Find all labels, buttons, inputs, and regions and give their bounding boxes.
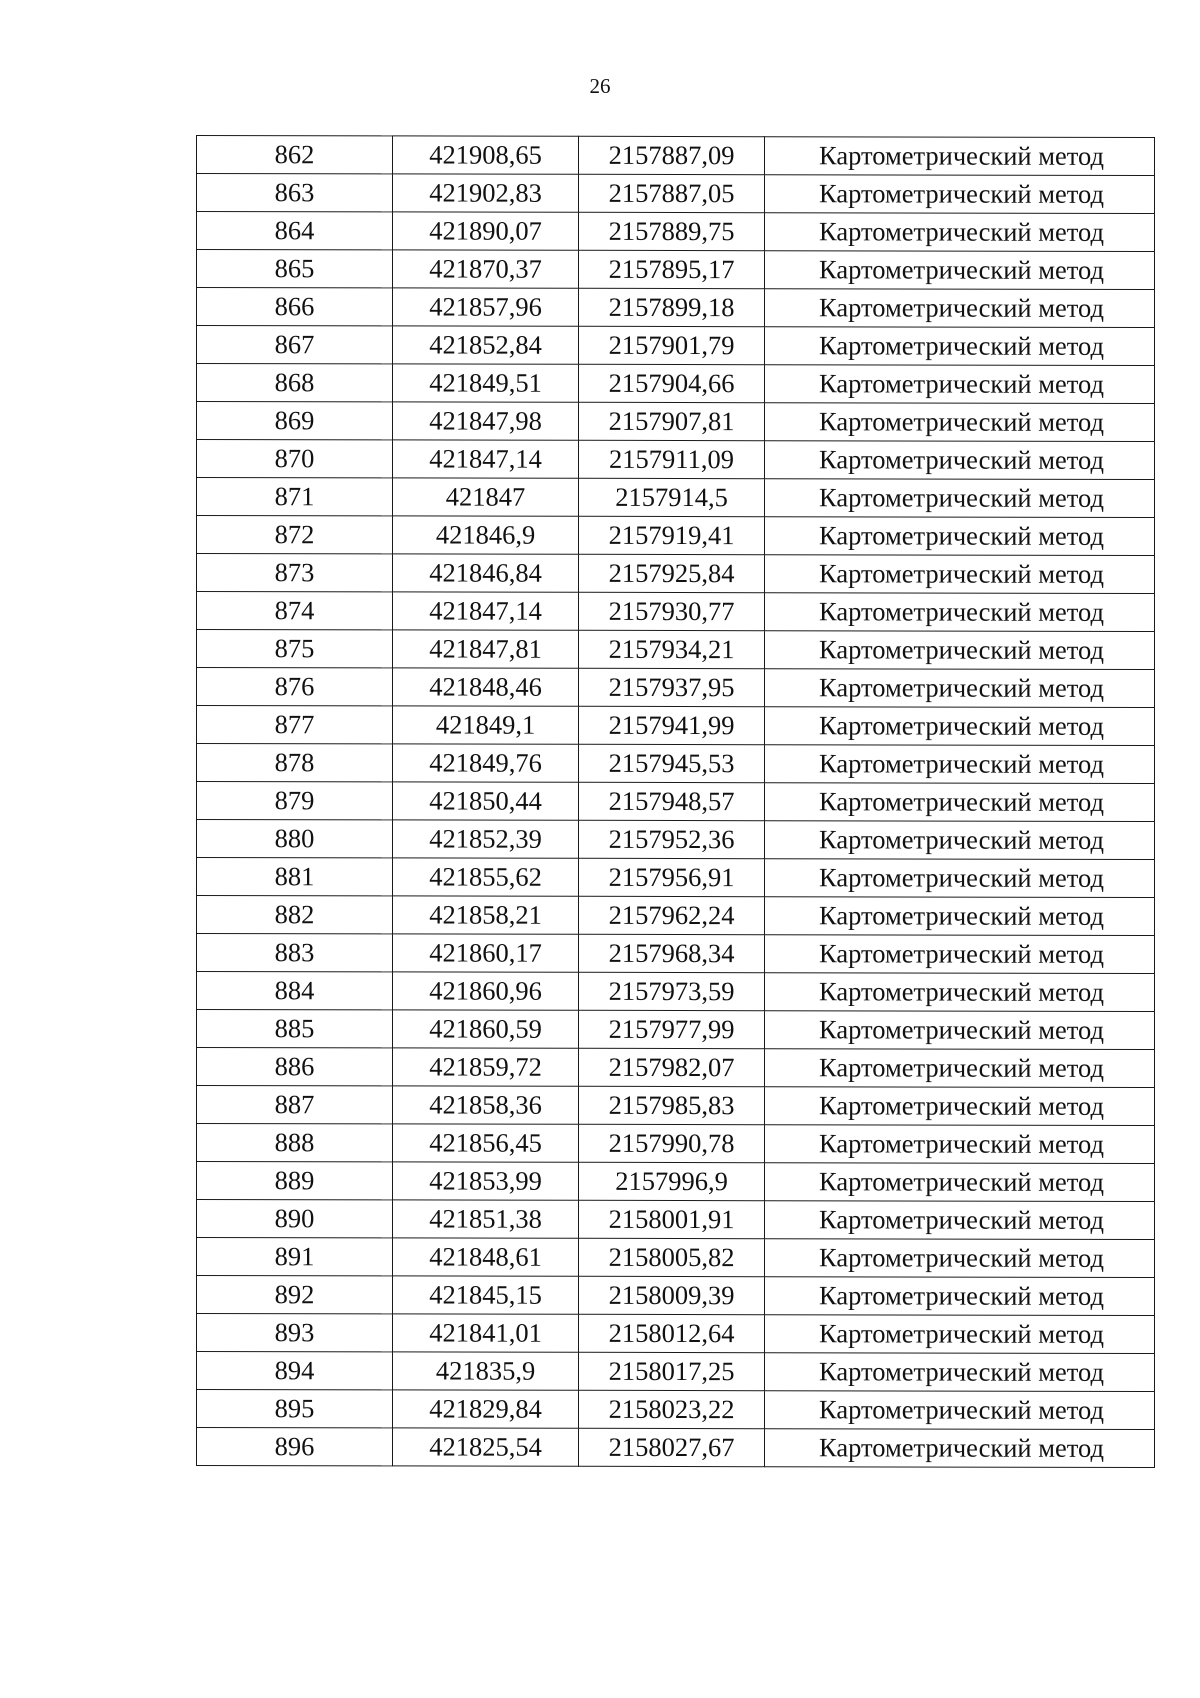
method-cell: Картометрический метод <box>765 1353 1155 1392</box>
y-coordinate-cell: 2157973,59 <box>579 972 765 1010</box>
table-row <box>197 592 1155 632</box>
point-number-cell: 885 <box>197 1010 393 1048</box>
point-number-cell: 883 <box>197 934 393 972</box>
x-coordinate-cell: 421829,84 <box>393 1390 579 1428</box>
y-coordinate-cell: 2157962,24 <box>579 896 765 934</box>
y-coordinate-cell: 2157904,66 <box>579 364 765 402</box>
y-coordinate-cell: 2157934,21 <box>579 630 765 668</box>
point-number-cell: 866 <box>197 288 393 326</box>
point-number-cell: 864 <box>197 212 393 250</box>
y-coordinate-cell: 2157990,78 <box>579 1124 765 1162</box>
method-cell: Картометрический метод <box>765 441 1155 480</box>
y-coordinate-cell: 2157952,36 <box>579 820 765 858</box>
table-row <box>197 1048 1155 1088</box>
point-number-cell: 893 <box>197 1314 393 1352</box>
x-coordinate-cell: 421835,9 <box>393 1352 579 1390</box>
point-number-cell: 879 <box>197 782 393 820</box>
y-coordinate-cell: 2158009,39 <box>579 1276 765 1314</box>
x-coordinate-cell: 421825,54 <box>393 1428 579 1466</box>
point-number-cell: 894 <box>197 1352 393 1390</box>
x-coordinate-cell: 421852,39 <box>393 820 579 858</box>
x-coordinate-cell: 421902,83 <box>393 174 579 212</box>
point-number-cell: 872 <box>197 516 393 554</box>
x-coordinate-cell: 421853,99 <box>393 1162 579 1200</box>
y-coordinate-cell: 2157901,79 <box>579 326 765 364</box>
x-coordinate-cell: 421855,62 <box>393 858 579 896</box>
point-number-cell: 871 <box>197 478 393 516</box>
point-number-cell: 874 <box>197 592 393 630</box>
x-coordinate-cell: 421859,72 <box>393 1048 579 1086</box>
method-cell: Картометрический метод <box>765 1429 1155 1468</box>
x-coordinate-cell: 421847,14 <box>393 592 579 630</box>
method-cell: Картометрический метод <box>765 783 1155 822</box>
table-row <box>197 1124 1155 1164</box>
table-row <box>197 554 1155 594</box>
table-row <box>197 744 1155 784</box>
x-coordinate-cell: 421848,61 <box>393 1238 579 1276</box>
y-coordinate-cell: 2157948,57 <box>579 782 765 820</box>
method-cell: Картометрический метод <box>765 821 1155 860</box>
point-number-cell: 878 <box>197 744 393 782</box>
y-coordinate-cell: 2157930,77 <box>579 592 765 630</box>
table-row <box>197 1200 1155 1240</box>
point-number-cell: 863 <box>197 174 393 212</box>
x-coordinate-cell: 421890,07 <box>393 212 579 250</box>
x-coordinate-cell: 421848,46 <box>393 668 579 706</box>
method-cell: Картометрический метод <box>765 555 1155 594</box>
x-coordinate-cell: 421846,84 <box>393 554 579 592</box>
point-number-cell: 868 <box>197 364 393 402</box>
point-number-cell: 892 <box>197 1276 393 1314</box>
table-row <box>197 1314 1155 1354</box>
method-cell: Картометрический метод <box>765 1125 1155 1164</box>
y-coordinate-cell: 2157899,18 <box>579 288 765 326</box>
x-coordinate-cell: 421849,1 <box>393 706 579 744</box>
y-coordinate-cell: 2157887,05 <box>579 174 765 212</box>
y-coordinate-cell: 2157925,84 <box>579 554 765 592</box>
method-cell: Картометрический метод <box>765 137 1155 176</box>
table-row <box>197 288 1155 328</box>
method-cell: Картометрический метод <box>765 745 1155 784</box>
x-coordinate-cell: 421841,01 <box>393 1314 579 1352</box>
table-row <box>197 668 1155 708</box>
x-coordinate-cell: 421845,15 <box>393 1276 579 1314</box>
y-coordinate-cell: 2157919,41 <box>579 516 765 554</box>
table-row <box>197 782 1155 822</box>
method-cell: Картометрический метод <box>765 1049 1155 1088</box>
y-coordinate-cell: 2157895,17 <box>579 250 765 288</box>
point-number-cell: 881 <box>197 858 393 896</box>
method-cell: Картометрический метод <box>765 1163 1155 1202</box>
y-coordinate-cell: 2157889,75 <box>579 212 765 250</box>
method-cell: Картометрический метод <box>765 403 1155 442</box>
point-number-cell: 875 <box>197 630 393 668</box>
method-cell: Картометрический метод <box>765 327 1155 366</box>
method-cell: Картометрический метод <box>765 213 1155 252</box>
table-row <box>197 820 1155 860</box>
table-row <box>197 326 1155 366</box>
point-number-cell: 882 <box>197 896 393 934</box>
table-row <box>197 706 1155 746</box>
method-cell: Картометрический метод <box>765 479 1155 518</box>
table-row <box>197 1428 1155 1468</box>
point-number-cell: 873 <box>197 554 393 592</box>
point-number-cell: 865 <box>197 250 393 288</box>
y-coordinate-cell: 2157996,9 <box>579 1162 765 1200</box>
method-cell: Картометрический метод <box>765 1315 1155 1354</box>
table-row <box>197 972 1155 1012</box>
y-coordinate-cell: 2157887,09 <box>579 136 765 174</box>
y-coordinate-cell: 2157911,09 <box>579 440 765 478</box>
page-number: 26 <box>589 74 611 98</box>
method-cell: Картометрический метод <box>765 973 1155 1012</box>
table-row <box>197 136 1155 176</box>
point-number-cell: 889 <box>197 1162 393 1200</box>
x-coordinate-cell: 421847,98 <box>393 402 579 440</box>
x-coordinate-cell: 421908,65 <box>393 136 579 174</box>
x-coordinate-cell: 421860,17 <box>393 934 579 972</box>
method-cell: Картометрический метод <box>765 289 1155 328</box>
table-row <box>197 896 1155 936</box>
method-cell: Картометрический метод <box>765 251 1155 290</box>
y-coordinate-cell: 2158027,67 <box>579 1428 765 1466</box>
point-number-cell: 876 <box>197 668 393 706</box>
point-number-cell: 880 <box>197 820 393 858</box>
method-cell: Картометрический метод <box>765 1201 1155 1240</box>
method-cell: Картометрический метод <box>765 1239 1155 1278</box>
x-coordinate-cell: 421847,81 <box>393 630 579 668</box>
y-coordinate-cell: 2157945,53 <box>579 744 765 782</box>
method-cell: Картометрический метод <box>765 631 1155 670</box>
y-coordinate-cell: 2157907,81 <box>579 402 765 440</box>
method-cell: Картометрический метод <box>765 1011 1155 1050</box>
point-number-cell: 886 <box>197 1048 393 1086</box>
method-cell: Картометрический метод <box>765 897 1155 936</box>
point-number-cell: 870 <box>197 440 393 478</box>
x-coordinate-cell: 421849,51 <box>393 364 579 402</box>
method-cell: Картометрический метод <box>765 669 1155 708</box>
table-row <box>197 1390 1155 1430</box>
method-cell: Картометрический метод <box>765 175 1155 214</box>
table-row <box>197 1162 1155 1202</box>
table-row <box>197 1086 1155 1126</box>
y-coordinate-cell: 2157914,5 <box>579 478 765 516</box>
point-number-cell: 888 <box>197 1124 393 1162</box>
x-coordinate-cell: 421858,36 <box>393 1086 579 1124</box>
method-cell: Картометрический метод <box>765 1087 1155 1126</box>
y-coordinate-cell: 2158005,82 <box>579 1238 765 1276</box>
point-number-cell: 890 <box>197 1200 393 1238</box>
x-coordinate-cell: 421858,21 <box>393 896 579 934</box>
x-coordinate-cell: 421860,59 <box>393 1010 579 1048</box>
table-row <box>197 478 1155 518</box>
coordinates-table <box>196 135 1155 1468</box>
y-coordinate-cell: 2157968,34 <box>579 934 765 972</box>
y-coordinate-cell: 2158023,22 <box>579 1390 765 1428</box>
method-cell: Картометрический метод <box>765 707 1155 746</box>
method-cell: Картометрический метод <box>765 365 1155 404</box>
table-row <box>197 1238 1155 1278</box>
point-number-cell: 869 <box>197 402 393 440</box>
x-coordinate-cell: 421860,96 <box>393 972 579 1010</box>
x-coordinate-cell: 421847 <box>393 478 579 516</box>
y-coordinate-cell: 2157937,95 <box>579 668 765 706</box>
y-coordinate-cell: 2157956,91 <box>579 858 765 896</box>
x-coordinate-cell: 421870,37 <box>393 250 579 288</box>
x-coordinate-cell: 421849,76 <box>393 744 579 782</box>
y-coordinate-cell: 2157977,99 <box>579 1010 765 1048</box>
table-row <box>197 364 1155 404</box>
x-coordinate-cell: 421847,14 <box>393 440 579 478</box>
point-number-cell: 895 <box>197 1390 393 1428</box>
x-coordinate-cell: 421857,96 <box>393 288 579 326</box>
point-number-cell: 862 <box>197 136 393 174</box>
coordinates-table-body <box>197 136 1155 1468</box>
x-coordinate-cell: 421851,38 <box>393 1200 579 1238</box>
point-number-cell: 877 <box>197 706 393 744</box>
method-cell: Картометрический метод <box>765 935 1155 974</box>
table-row <box>197 402 1155 442</box>
method-cell: Картометрический метод <box>765 859 1155 898</box>
table-row <box>197 212 1155 252</box>
y-coordinate-cell: 2158017,25 <box>579 1352 765 1390</box>
point-number-cell: 891 <box>197 1238 393 1276</box>
x-coordinate-cell: 421852,84 <box>393 326 579 364</box>
y-coordinate-cell: 2157982,07 <box>579 1048 765 1086</box>
method-cell: Картометрический метод <box>765 1391 1155 1430</box>
y-coordinate-cell: 2157985,83 <box>579 1086 765 1124</box>
method-cell: Картометрический метод <box>765 593 1155 632</box>
point-number-cell: 867 <box>197 326 393 364</box>
table-row <box>197 1010 1155 1050</box>
x-coordinate-cell: 421856,45 <box>393 1124 579 1162</box>
method-cell: Картометрический метод <box>765 1277 1155 1316</box>
table-row <box>197 858 1155 898</box>
y-coordinate-cell: 2158001,91 <box>579 1200 765 1238</box>
point-number-cell: 887 <box>197 1086 393 1124</box>
x-coordinate-cell: 421850,44 <box>393 782 579 820</box>
x-coordinate-cell: 421846,9 <box>393 516 579 554</box>
point-number-cell: 896 <box>197 1428 393 1466</box>
table-row <box>197 516 1155 556</box>
table-row <box>197 934 1155 974</box>
table-row <box>197 1276 1155 1316</box>
point-number-cell: 884 <box>197 972 393 1010</box>
y-coordinate-cell: 2158012,64 <box>579 1314 765 1352</box>
table-row <box>197 440 1155 480</box>
table-row <box>197 250 1155 290</box>
method-cell: Картометрический метод <box>765 517 1155 556</box>
table-row <box>197 174 1155 214</box>
table-row <box>197 1352 1155 1392</box>
table-row <box>197 630 1155 670</box>
y-coordinate-cell: 2157941,99 <box>579 706 765 744</box>
